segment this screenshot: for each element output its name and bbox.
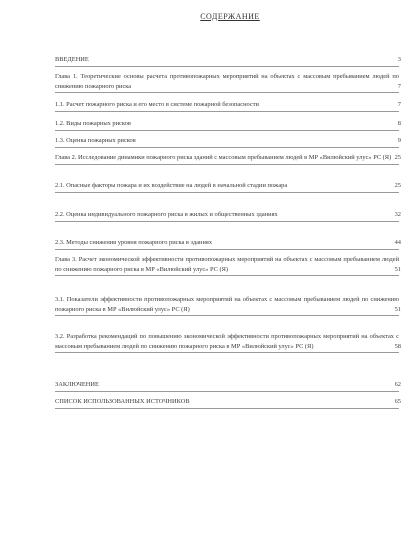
toc-entry-1-3	[55, 136, 399, 146]
toc-entry-text: 3.2. Разработка рекомендаций по повышению экономической эффективности противопожарных мероприятий на объектах с массовым пребыванием людей по снижению пожарного риска в МР «Вилюйский улус» РС (Я)	[55, 333, 399, 350]
page-title: СОДЕРЖАНИЕ	[200, 12, 260, 21]
toc-leader-line	[55, 192, 399, 193]
toc-page-number: 8	[397, 120, 401, 127]
toc-leader-line	[55, 275, 399, 276]
toc-entry-text: Глава 2. Исследование динамики пожарного риска зданий с массовым пребыванием людей в МР «Вилюйский улус» РС (Я)	[55, 154, 392, 161]
toc-entry-text: 1.3. Оценка пожарных рисков	[55, 137, 136, 144]
toc-entry-text: 1.2. Виды пожарных рисков	[55, 120, 131, 127]
document-page	[55, 0, 405, 544]
toc-entry-text: Глава 3. Расчет экономической эффективности противопожарных мероприятий на объектах с массовым пребыванием людей по снижению пожарного риска в МР «Вилюйский улус» РС (Я)	[55, 256, 399, 273]
toc-entry-text: СПИСОК ИСПОЛЬЗОВАННЫХ ИСТОЧНИКОВ	[55, 398, 190, 405]
toc-entry-text: 1.1. Расчет пожарного риска и его место в системе пожарной безопасности	[55, 101, 259, 108]
toc-page-number: 25	[394, 154, 401, 161]
toc-leader-line	[55, 352, 399, 353]
toc-page-number: 7	[397, 82, 401, 90]
toc-page-number: 32	[394, 211, 401, 218]
toc-entry-text: ЗАКЛЮЧЕНИЕ	[55, 381, 99, 388]
toc-leader-line	[55, 249, 399, 250]
toc-entry-1-2	[55, 119, 399, 129]
toc-page-number: 25	[394, 182, 401, 189]
toc-entry-3-2	[55, 332, 399, 351]
toc-entry-text: Глава 1. Теоретические основы расчета противопожарных мероприятий на объектах с массовым пребыванием людей по снижению пожарного риска	[55, 73, 399, 90]
toc-page-number: 44	[394, 239, 401, 246]
toc-entry-text: ВВЕДЕНИЕ	[55, 56, 89, 63]
toc-leader-line	[55, 221, 399, 222]
toc-page-number: 51	[394, 265, 401, 273]
toc-entry-references	[55, 397, 399, 407]
toc-entry-text: 2.3. Методы снижения уровня пожарного риска в зданиях	[55, 239, 213, 246]
toc-leader-line	[55, 315, 399, 316]
toc-leader-line	[55, 147, 399, 148]
toc-leader-line	[55, 391, 399, 392]
toc-page-number: 9	[397, 137, 401, 144]
toc-page-number: 51	[394, 305, 401, 313]
toc-page-number: 65	[394, 398, 401, 405]
toc-entry-conclusion	[55, 380, 399, 390]
toc-entry-text: 2.1. Опасные факторы пожара и их воздействие на людей в начальной стадии пожара	[55, 182, 288, 189]
toc-leader-line	[55, 66, 399, 67]
toc-entry-2-3	[55, 238, 399, 248]
toc-leader-line	[55, 92, 399, 93]
toc-entry-chapter-2	[55, 153, 399, 163]
toc-page-number: 3	[397, 56, 401, 63]
toc-page-number: 7	[397, 101, 401, 108]
toc-leader-line	[55, 164, 399, 165]
toc-entry-introduction	[55, 55, 399, 65]
toc-entry-2-1	[55, 181, 399, 191]
toc-entry-chapter-1	[55, 72, 399, 91]
toc-entry-chapter-3	[55, 255, 399, 274]
toc-entry-1-1	[55, 100, 399, 110]
toc-page-number: 58	[394, 342, 401, 350]
toc-leader-line	[55, 130, 399, 131]
toc-entry-text: 2.2. Оценка индивидуального пожарного риска в жилых и общественных зданиях	[55, 211, 278, 218]
toc-page-number: 62	[394, 381, 401, 388]
toc-entry-3-1	[55, 295, 399, 314]
toc-entry-text: 3.1. Показатели эффективности противопожарных мероприятий на объектах с массовым пребыванием людей по снижению пожарного риска в МР «Вилюйский улус» РС (Я)	[55, 296, 399, 313]
toc-entry-2-2	[55, 210, 399, 220]
toc-leader-line	[55, 111, 399, 112]
toc-leader-line	[55, 408, 399, 409]
